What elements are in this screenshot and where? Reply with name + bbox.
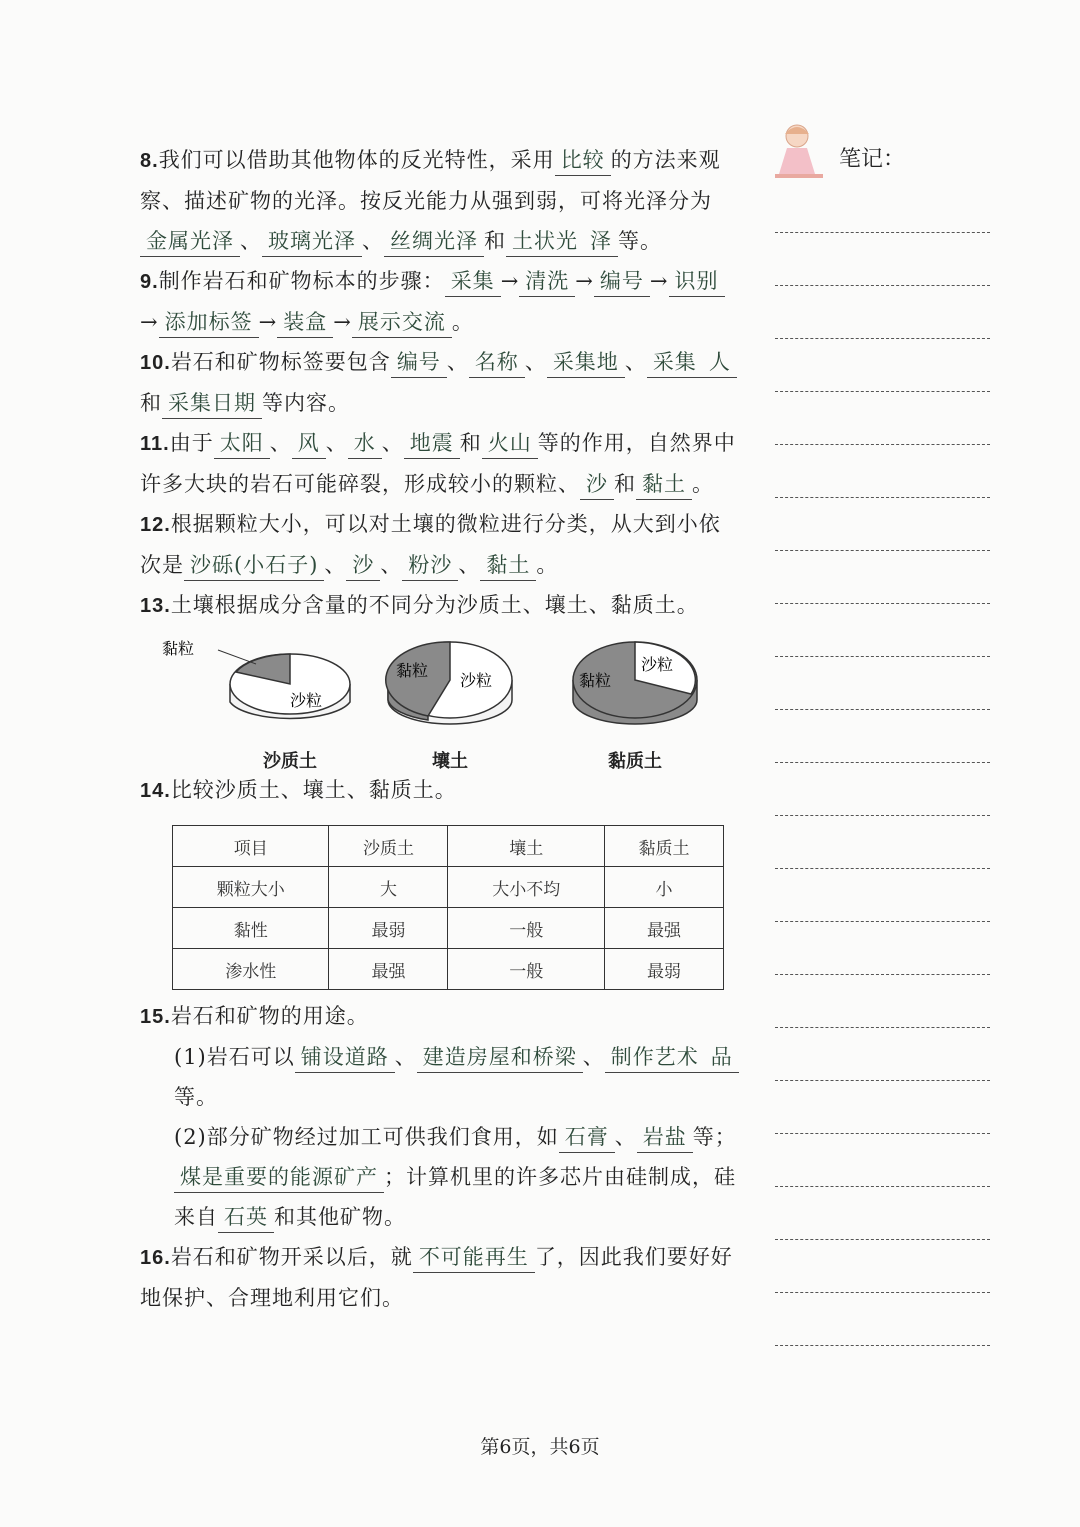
answer-blank: 制作艺术: [605, 1042, 705, 1073]
note-line[interactable]: [775, 233, 990, 286]
answer-blank: 沙: [580, 469, 614, 500]
note-line[interactable]: [775, 710, 990, 763]
question-15-part-1: (1)岩石可以 铺设道路 、 建造房屋和桥梁 、 制作艺术 品等。: [140, 1037, 740, 1117]
answer-blank: 采集日期: [162, 388, 262, 419]
question-9: 9.制作岩石和矿物标本的步骤： 采集 → 清洗 → 编号 → 识别→ 添加标签 → 装盒 → 展示交流 。: [140, 261, 740, 342]
table-header-cell: 壤土: [448, 826, 604, 867]
note-line[interactable]: [775, 551, 990, 604]
answer-blank: 煤是重要的能源矿产: [174, 1162, 384, 1193]
answer-blank: 比较: [555, 145, 611, 176]
question-8: 8.我们可以借助其他物体的反光特性，采用 比较 的方法来观察、描述矿物的光泽。按反光能力从强到弱，可将光泽分为金属光泽 、 玻璃光泽 、 丝绸光泽 和 土状光 泽 等。: [140, 140, 740, 261]
question-15-part-2: (2)部分矿物经过加工可供我们食用，如 石膏 、 岩盐 等；煤是重要的能源矿产 ；计算机里的许多芯片由硅制成，硅来自 石英 和其他矿物。: [140, 1117, 740, 1237]
table-header-row: [173, 826, 724, 867]
pie-clay-soil: [565, 636, 705, 773]
pie-caption: 沙质土: [263, 751, 317, 771]
answer-blank: 岩盐: [637, 1122, 693, 1153]
note-line[interactable]: [775, 657, 990, 710]
notes-title: 笔记：: [839, 147, 906, 172]
note-line[interactable]: [775, 1240, 990, 1293]
notes-column: [775, 140, 990, 1346]
answer-blank: 太阳: [214, 428, 270, 459]
answer-blank: 水: [348, 428, 382, 459]
question-11: 11.由于 太阳 、 风 、 水 、 地震 和 火山 等的作用，自然界中许多大块的岩石可能碎裂，形成较小的颗粒、 沙 和 黏土 。: [140, 423, 740, 504]
pie-label-sand: 沙粒: [641, 655, 674, 674]
question-13: 13.土壤根据成分含量的不同分为沙质土、壤土、黏质土。: [140, 593, 699, 617]
answer-blank: 编号: [391, 347, 447, 378]
answer-blank: 粉沙: [402, 550, 458, 581]
note-line[interactable]: [775, 339, 990, 392]
pie-caption: 黏质土: [608, 751, 662, 771]
question-15: 15.岩石和矿物的用途。: [140, 1004, 369, 1028]
answer-blank: 沙砾(小石子): [184, 550, 324, 581]
answer-blank: 火山: [482, 428, 538, 459]
pie-label-sand: 沙粒: [290, 691, 323, 710]
answer-blank: 石膏: [559, 1122, 615, 1153]
question-number: 11.: [140, 433, 170, 455]
table-cell: 大小不均: [448, 867, 604, 908]
answer-blank: 展示交流: [352, 307, 452, 338]
answer-blank: 建造房屋和桥梁: [417, 1042, 583, 1073]
answer-blank: 铺设道路: [295, 1042, 395, 1073]
answer-blank: 名称: [469, 347, 525, 378]
pie-sandy-chart: [160, 636, 360, 736]
page-footer: [0, 1432, 1080, 1459]
pie-label-clay: 黏粒: [162, 639, 195, 658]
answer-blank: 土状光: [506, 226, 584, 257]
pie-loam-chart: [380, 636, 520, 736]
answer-blank: 添加标签: [159, 307, 259, 338]
note-line[interactable]: [775, 975, 990, 1028]
table-cell: 一般: [448, 908, 604, 949]
question-number: 14.: [140, 780, 171, 802]
page-number: 第6页，共6页: [480, 1436, 600, 1458]
answer-blank: 清洗: [519, 266, 575, 297]
note-line[interactable]: [775, 1293, 990, 1346]
note-line[interactable]: [775, 286, 990, 339]
answer-blank: 地震: [404, 428, 460, 459]
note-line[interactable]: [775, 1081, 990, 1134]
answer-blank: 风: [292, 428, 326, 459]
answer-blank: 品: [705, 1042, 739, 1073]
question-number: 15.: [140, 1006, 171, 1028]
table-header-cell: 黏质土: [604, 826, 723, 867]
table-row: [173, 867, 724, 908]
answer-blank: 不可能再生: [413, 1242, 535, 1273]
answer-blank: 金属光泽: [140, 226, 240, 257]
table-cell: 大: [329, 867, 448, 908]
question-10: 10.岩石和矿物标签要包含 编号 、 名称 、 采集地 、 采集 人和 采集日期 等内容。: [140, 342, 740, 423]
note-line[interactable]: [775, 763, 990, 816]
table-row: [173, 908, 724, 949]
table-cell: 一般: [448, 949, 604, 990]
answer-blank: 沙: [346, 550, 380, 581]
answer-blank: 采集: [647, 347, 703, 378]
soil-comparison-table: [172, 825, 724, 990]
table-cell: 黏性: [173, 908, 329, 949]
note-line[interactable]: [775, 816, 990, 869]
note-line[interactable]: [775, 604, 990, 657]
soil-pie-diagrams: [140, 636, 740, 771]
question-12: 12.根据颗粒大小，可以对土壤的微粒进行分类，从大到小依次是 沙砾(小石子) 、 沙 、 粉沙 、 黏土 。: [140, 504, 740, 585]
pie-clay-chart: [565, 636, 705, 736]
table-header-cell: 项目: [173, 826, 329, 867]
question-number: 12.: [140, 514, 171, 536]
note-line[interactable]: [775, 498, 990, 551]
note-line[interactable]: [775, 922, 990, 975]
table-cell: 小: [604, 867, 723, 908]
table-cell: 渗水性: [173, 949, 329, 990]
pie-label-clay: 黏粒: [579, 671, 612, 690]
answer-blank: 泽: [584, 226, 618, 257]
answer-blank: 玻璃光泽: [262, 226, 362, 257]
answer-blank: 黏土: [480, 550, 536, 581]
pie-label-clay: 黏粒: [396, 661, 429, 680]
note-line[interactable]: [775, 1028, 990, 1081]
answer-blank: 黏土: [636, 469, 692, 500]
table-cell: 颗粒大小: [173, 867, 329, 908]
table-cell: 最强: [604, 908, 723, 949]
note-line[interactable]: [775, 1187, 990, 1240]
cartoon-girl-icon: [765, 118, 835, 192]
answer-blank: 编号: [594, 266, 650, 297]
question-16: 16.岩石和矿物开采以后，就 不可能再生 了，因此我们要好好地保护、合理地利用它们。: [140, 1237, 740, 1318]
question-number: 10.: [140, 352, 171, 374]
pie-sandy-soil: [160, 636, 360, 773]
table-row: [173, 949, 724, 990]
answer-blank: 采集地: [547, 347, 625, 378]
note-line[interactable]: [775, 1134, 990, 1187]
pie-caption: 壤土: [432, 751, 468, 771]
answer-blank: 人: [703, 347, 737, 378]
table-cell: 最弱: [329, 908, 448, 949]
answer-blank: 采集: [445, 266, 501, 297]
answer-blank: 石英: [218, 1202, 274, 1233]
question-number: 13.: [140, 595, 171, 617]
table-header-cell: 沙质土: [329, 826, 448, 867]
answer-blank: 丝绸光泽: [384, 226, 484, 257]
question-14: 14.比较沙质土、壤土、黏质土。: [140, 778, 457, 802]
question-number: 8.: [140, 150, 159, 172]
pie-label-sand: 沙粒: [460, 671, 493, 690]
answer-blank: 识别: [669, 266, 725, 297]
worksheet-content: [140, 140, 740, 1318]
note-line[interactable]: [775, 445, 990, 498]
note-line[interactable]: [775, 869, 990, 922]
table-cell: 最强: [329, 949, 448, 990]
pie-loam: [380, 636, 520, 773]
question-number: 16.: [140, 1247, 171, 1269]
note-line[interactable]: [775, 392, 990, 445]
table-cell: 最弱: [604, 949, 723, 990]
answer-blank: 装盒: [277, 307, 333, 338]
question-number: 9.: [140, 271, 159, 293]
